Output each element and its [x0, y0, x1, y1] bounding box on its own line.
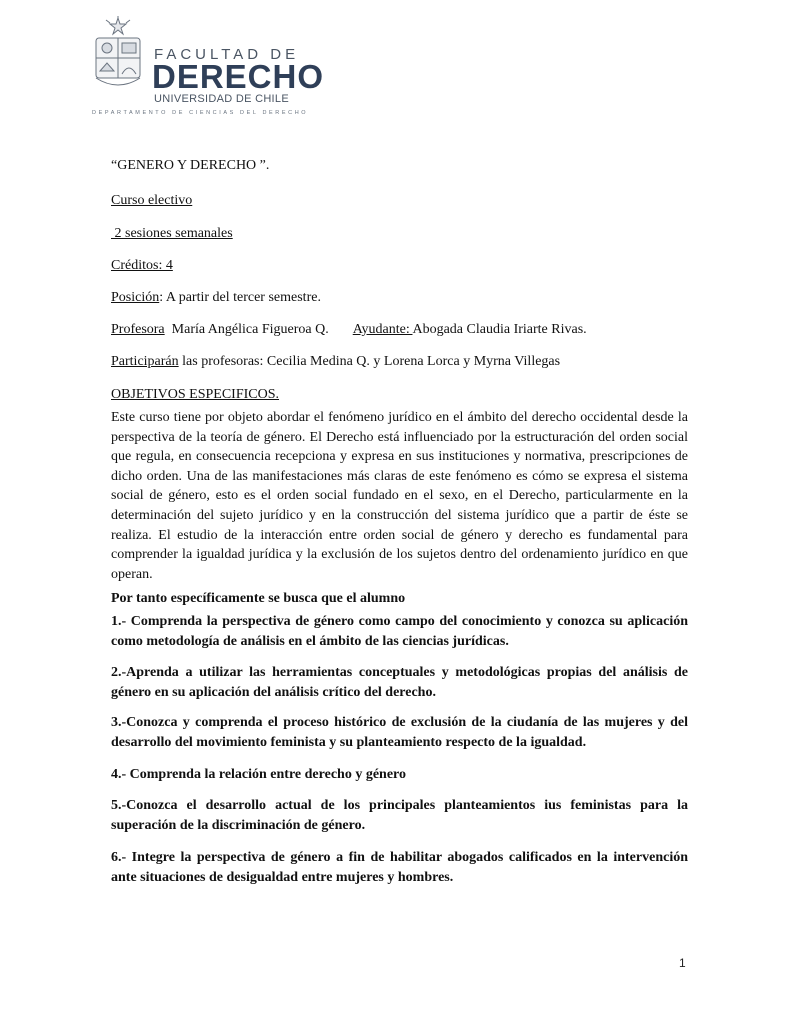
logo-derecho-text: DERECHO — [152, 58, 325, 95]
objectives-intro: Este curso tiene por objeto abordar el fenómeno jurídico en el ámbito del derecho occidental desde la perspectiva de la teoría de género. El Derecho está influenciado por la estructuración del orden social que regula, en consecuencia recepciona y expresa en sus instituciones y normativa, prescripciones de dicho orden. Una de las manifestaciones más claras de este fenómeno es cómo se expresa el sistema social de género, esto es el orden social fundado en el sexo, en el Derecho, particularmente en la determinación del sujeto jurídico y en la construcción del sistema jurídico que a partir de éste se realiza. El estudio de la interacción entre orden social de género y derecho es fundamental para comprender la igualdad jurídica y la exclusión de los sujetos dentro del ordenamiento jurídico en que operan. — [111, 410, 688, 582]
objectives-lead: Por tanto específicamente se busca que el alumno — [111, 591, 406, 606]
objectives-heading: OBJETIVOS ESPECIFICOS. — [111, 387, 280, 402]
objective-item: 1.- Comprenda la perspectiva de género como campo del conocimiento y conozca su aplicación como metodología de análisis en el ámbito de las ciencias jurídicas. — [111, 614, 688, 649]
professor-name: María Angélica Figueroa Q. — [164, 322, 329, 337]
course-type: Curso electivo — [111, 193, 193, 208]
document-title: “GENERO Y DERECHO ”. — [111, 158, 270, 173]
objective-item: 2.-Aprenda a utilizar las herramientas conceptuales y metodológicas propias del análisis de género en su aplicación del análisis crítico del derecho. — [111, 665, 688, 700]
professor-label: Profesora — [111, 322, 165, 337]
logo-faculty-text: FACULTAD DE — [154, 46, 300, 63]
objective-item: 3.-Conozca y comprenda el proceso histórico de exclusión de la ciudanía de las mujeres y del desarrollo del movimiento feminista y su planteamiento respecto de la igualdad. — [111, 715, 688, 750]
credits-info: Créditos: 4 — [111, 258, 173, 273]
objective-item: 5.-Conozca el desarrollo actual de los principales planteamientos ius feministas para la superación de la discriminación de género. — [111, 798, 688, 833]
staff-info — [111, 320, 587, 340]
position-label: Posición — [111, 290, 160, 305]
faculty-logo — [92, 16, 325, 116]
position-info — [111, 288, 321, 308]
assistant-label: Ayudante: — [352, 322, 413, 337]
university-crest-icon — [92, 16, 144, 92]
participants-value: las profesoras: Cecilia Medina Q. y Lorena Lorca y Myrna Villegas — [178, 354, 561, 369]
assistant-name: Abogada Claudia Iriarte Rivas. — [412, 322, 587, 337]
objective-item: 4.- Comprenda la relación entre derecho y género — [111, 767, 406, 782]
page-number: 1 — [679, 956, 686, 970]
participants-label: Participarán — [111, 354, 179, 369]
objective-item: 6.- Integre la perspectiva de género a fin de habilitar abogados calificados en la intervención ante situaciones de desigualdad entre mujeres y hombres. — [111, 850, 688, 885]
sessions-info: 2 sesiones semanales — [111, 226, 233, 241]
logo-department-text: DEPARTAMENTO DE CIENCIAS DEL DERECHO — [92, 110, 309, 116]
position-value: : A partir del tercer semestre. — [159, 290, 321, 305]
participants-info — [111, 352, 560, 372]
logo-university-text: UNIVERSIDAD DE CHILE — [154, 93, 289, 105]
